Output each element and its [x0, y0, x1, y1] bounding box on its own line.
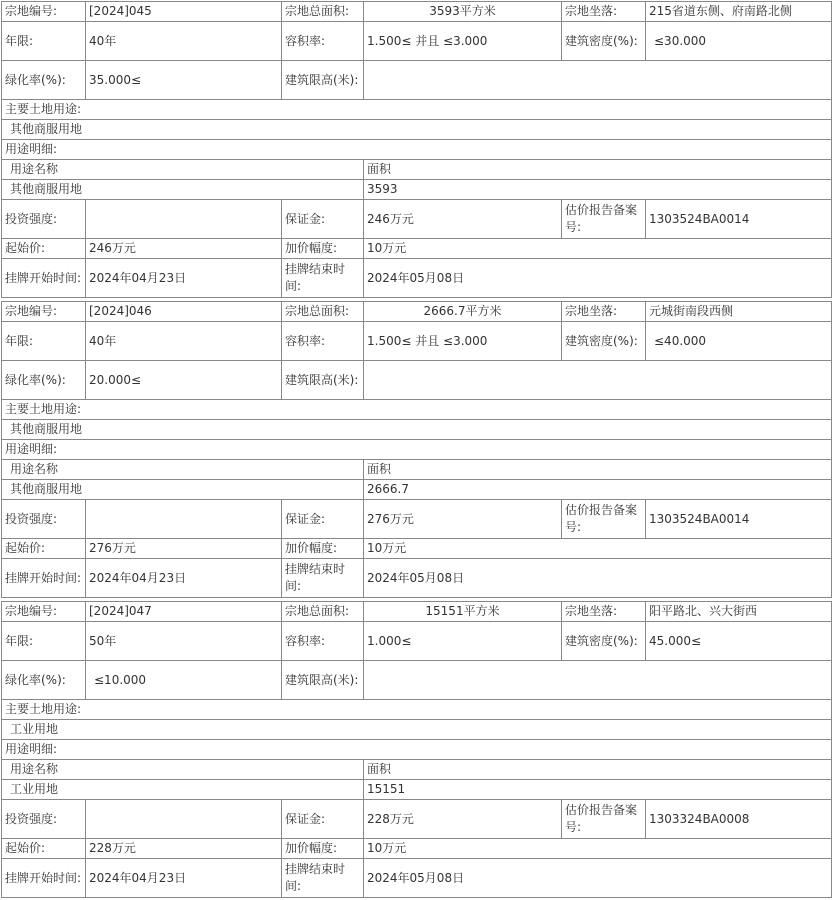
- term-value: 40年: [86, 322, 282, 361]
- area-header: 面积: [364, 460, 832, 480]
- height-label: 建筑限高(米):: [282, 61, 364, 100]
- increment-label: 加价幅度:: [282, 239, 364, 259]
- green-label: 绿化率(%):: [2, 61, 86, 100]
- location-label: 宗地坐落:: [562, 302, 646, 322]
- green-value: 20.000≤: [86, 361, 282, 400]
- deposit-value: 228万元: [364, 800, 562, 839]
- parcel-table: [1, 1, 832, 298]
- parcel-no-label: 宗地编号:: [2, 2, 86, 22]
- parcel-no-value: [2024]047: [86, 602, 282, 622]
- listing-start-label: 挂牌开始时间:: [2, 559, 86, 598]
- term-label: 年限:: [2, 622, 86, 661]
- density-label: 建筑密度(%):: [562, 622, 646, 661]
- investment-value: [86, 200, 282, 239]
- green-value: ≤10.000: [86, 661, 282, 700]
- far-label: 容积率:: [282, 322, 364, 361]
- listing-end-label: 挂牌结束时间:: [282, 559, 364, 598]
- listing-start-value: 2024年04月23日: [86, 259, 282, 298]
- area-header: 面积: [364, 760, 832, 780]
- increment-label: 加价幅度:: [282, 539, 364, 559]
- far-label: 容积率:: [282, 22, 364, 61]
- main-use-value: 其他商服用地: [2, 120, 832, 140]
- deposit-value: 276万元: [364, 500, 562, 539]
- total-area-label: 宗地总面积:: [282, 2, 364, 22]
- green-value: 35.000≤: [86, 61, 282, 100]
- far-value: 1.500≤ 并且 ≤3.000: [364, 22, 562, 61]
- parcel-no-label: 宗地编号:: [2, 602, 86, 622]
- listing-end-value: 2024年05月08日: [364, 259, 832, 298]
- increment-value: 10万元: [364, 839, 832, 859]
- height-value: [364, 61, 832, 100]
- listing-end-label: 挂牌结束时间:: [282, 859, 364, 898]
- total-area-value: 15151平方米: [364, 602, 562, 622]
- density-value: ≤30.000: [646, 22, 832, 61]
- appraisal-label: 估价报告备案号:: [562, 200, 646, 239]
- use-name-value: 其他商服用地: [2, 480, 364, 500]
- listing-end-value: 2024年05月08日: [364, 859, 832, 898]
- use-name-value: 工业用地: [2, 780, 364, 800]
- start-price-value: 228万元: [86, 839, 282, 859]
- appraisal-label: 估价报告备案号:: [562, 500, 646, 539]
- density-label: 建筑密度(%):: [562, 22, 646, 61]
- use-name-header: 用途名称: [2, 460, 364, 480]
- listing-end-label: 挂牌结束时间:: [282, 259, 364, 298]
- investment-label: 投资强度:: [2, 800, 86, 839]
- use-area-value: 15151: [364, 780, 832, 800]
- far-value: 1.500≤ 并且 ≤3.000: [364, 322, 562, 361]
- height-label: 建筑限高(米):: [282, 361, 364, 400]
- appraisal-value: 1303524BA0014: [646, 500, 832, 539]
- use-detail-label: 用途明细:: [2, 140, 832, 160]
- start-price-label: 起始价:: [2, 539, 86, 559]
- parcel-no-value: [2024]046: [86, 302, 282, 322]
- use-name-header: 用途名称: [2, 160, 364, 180]
- term-label: 年限:: [2, 22, 86, 61]
- location-value: 阳平路北、兴大街西: [646, 602, 832, 622]
- main-use-label: 主要土地用途:: [2, 100, 832, 120]
- parcel-block-047: [1, 601, 831, 898]
- parcel-block-045: [1, 1, 831, 298]
- total-area-label: 宗地总面积:: [282, 602, 364, 622]
- total-area-value: 2666.7平方米: [364, 302, 562, 322]
- parcel-table: [1, 601, 832, 898]
- investment-label: 投资强度:: [2, 500, 86, 539]
- density-label: 建筑密度(%):: [562, 322, 646, 361]
- use-detail-label: 用途明细:: [2, 740, 832, 760]
- height-label: 建筑限高(米):: [282, 661, 364, 700]
- parcel-block-046: [1, 301, 831, 598]
- parcel-no-value: [2024]045: [86, 2, 282, 22]
- green-label: 绿化率(%):: [2, 661, 86, 700]
- use-area-value: 3593: [364, 180, 832, 200]
- far-value: 1.000≤: [364, 622, 562, 661]
- investment-value: [86, 800, 282, 839]
- listing-start-label: 挂牌开始时间:: [2, 259, 86, 298]
- density-value: 45.000≤: [646, 622, 832, 661]
- main-use-label: 主要土地用途:: [2, 700, 832, 720]
- start-price-label: 起始价:: [2, 239, 86, 259]
- listing-start-label: 挂牌开始时间:: [2, 859, 86, 898]
- increment-value: 10万元: [364, 239, 832, 259]
- start-price-value: 246万元: [86, 239, 282, 259]
- use-detail-label: 用途明细:: [2, 440, 832, 460]
- appraisal-value: 1303324BA0008: [646, 800, 832, 839]
- deposit-value: 246万元: [364, 200, 562, 239]
- listing-start-value: 2024年04月23日: [86, 859, 282, 898]
- height-value: [364, 661, 832, 700]
- listing-start-value: 2024年04月23日: [86, 559, 282, 598]
- density-value: ≤40.000: [646, 322, 832, 361]
- main-use-value: 其他商服用地: [2, 420, 832, 440]
- term-label: 年限:: [2, 322, 86, 361]
- parcel-no-label: 宗地编号:: [2, 302, 86, 322]
- main-use-value: 工业用地: [2, 720, 832, 740]
- total-area-value: 3593平方米: [364, 2, 562, 22]
- location-label: 宗地坐落:: [562, 602, 646, 622]
- green-label: 绿化率(%):: [2, 361, 86, 400]
- far-label: 容积率:: [282, 622, 364, 661]
- main-use-label: 主要土地用途:: [2, 400, 832, 420]
- term-value: 50年: [86, 622, 282, 661]
- location-value: 215省道东侧、府南路北侧: [646, 2, 832, 22]
- height-value: [364, 361, 832, 400]
- parcel-table: [1, 301, 832, 598]
- appraisal-label: 估价报告备案号:: [562, 800, 646, 839]
- start-price-value: 276万元: [86, 539, 282, 559]
- start-price-label: 起始价:: [2, 839, 86, 859]
- total-area-label: 宗地总面积:: [282, 302, 364, 322]
- appraisal-value: 1303524BA0014: [646, 200, 832, 239]
- investment-value: [86, 500, 282, 539]
- use-area-value: 2666.7: [364, 480, 832, 500]
- deposit-label: 保证金:: [282, 500, 364, 539]
- term-value: 40年: [86, 22, 282, 61]
- use-name-header: 用途名称: [2, 760, 364, 780]
- location-label: 宗地坐落:: [562, 2, 646, 22]
- increment-value: 10万元: [364, 539, 832, 559]
- listing-end-value: 2024年05月08日: [364, 559, 832, 598]
- use-name-value: 其他商服用地: [2, 180, 364, 200]
- investment-label: 投资强度:: [2, 200, 86, 239]
- location-value: 元城街南段西侧: [646, 302, 832, 322]
- deposit-label: 保证金:: [282, 200, 364, 239]
- area-header: 面积: [364, 160, 832, 180]
- deposit-label: 保证金:: [282, 800, 364, 839]
- increment-label: 加价幅度:: [282, 839, 364, 859]
